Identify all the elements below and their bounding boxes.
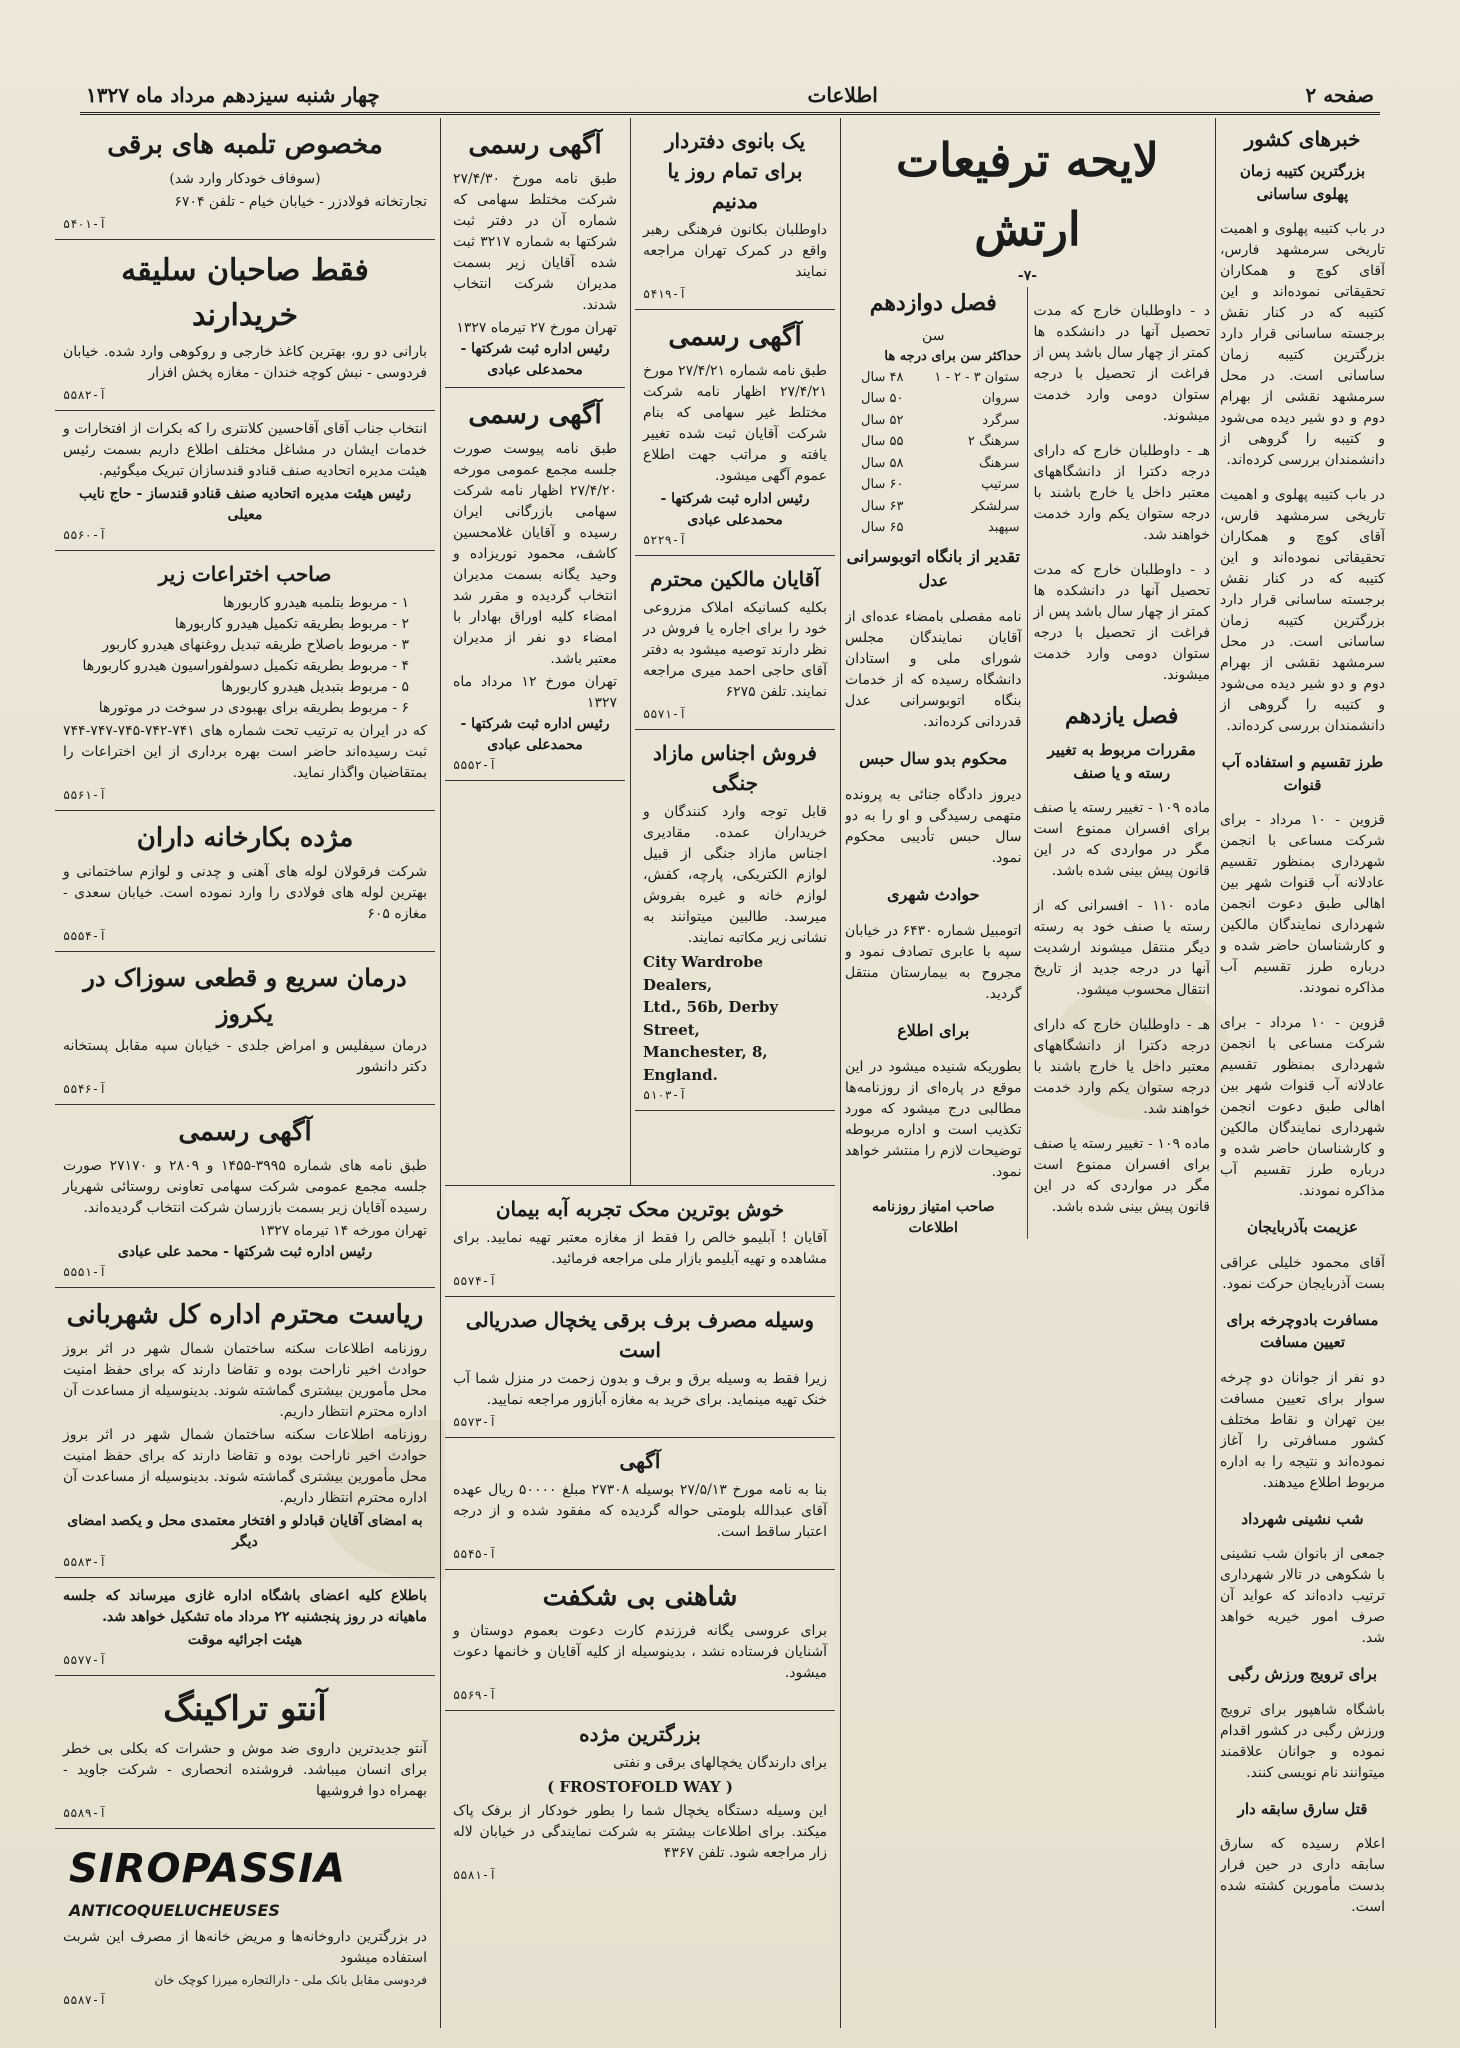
ad-ref: آ-۵۵۸۹ bbox=[63, 1806, 107, 1820]
ranks-heading: حداکثر سن برای درجه ها bbox=[884, 349, 1022, 364]
ad-body: قابل توجه وارد کنندگان و خریداران عمده. مقادیری اجناس مازاد جنگی از قبیل لوازم الکتریکی، پارچه، کفش، لوازم خانه و غیره بفروش میرسد. طالبین میتوانند به نشانی زیر مکاتبه نمایند. bbox=[643, 804, 827, 946]
news-body: آقای محمود خلیلی عراقی بست آذربایجان حرکت نمود. bbox=[1220, 1254, 1385, 1292]
rank-name: سرگرد bbox=[982, 412, 1020, 428]
news-subheading: بزرگترین کتیبه زمان پهلوی ساسانی bbox=[1239, 162, 1366, 203]
ad-ref: آ-۵۵۷۷ bbox=[63, 1653, 107, 1667]
ad-ref: آ-۵۵۵۱ bbox=[63, 1265, 107, 1279]
ad-body: بنا به نامه مورخ ۲۷/۵/۱۳ بوسیله ۲۷۳۰۸ مبلغ ۵۰۰۰۰ ریال عهده آقای عبدالله بلومتی حواله گردیده که مفقود شده و از درجه اعتبار ساقط است. bbox=[453, 1482, 827, 1540]
rank-name: سرهنگ ۲ bbox=[967, 434, 1020, 449]
article-body: دیروز دادگاه جنائی به پرونده متهمی رسیدگی و او را به دو سال حبس تأدیبی محکوم نمود. bbox=[845, 786, 1022, 866]
rank-name: سرتیپ bbox=[981, 477, 1020, 492]
ad-body: که در ایران به ترتیب تحت شماره های ۷۴۱-۷۴۲-۷۴۵-۷۴۷-۷۴۴ ثبت رسیده‌اند حاضر است بهره برداری از این اختراعات را بمتقاضیان واگذار نماید. bbox=[63, 723, 427, 781]
ad-subtitle: برای دارندگان یخچالهای برقی و نفتی bbox=[613, 1755, 827, 1771]
article-part: -۷- bbox=[1017, 268, 1038, 284]
article-title: لایحه ترفیعات ارتش bbox=[896, 133, 1159, 256]
news-body: دو نفر از جوانان دو چرخه سوار برای تعیین مسافت بین تهران و نقاط مختلف کشور مسافرتی را آغاز نموده‌اند و نتیجه را به اداره مربوط اطلاع میدهند. bbox=[1220, 1369, 1385, 1491]
article-body: نامه مفصلی بامضاء عده‌ای از آقایان نمایندگان مجلس شورای ملی و استادان دانشگاه رسیده که از خدمات بنگاه اتوبوسرانی عدل قدردانی کرده‌اند. bbox=[845, 608, 1022, 730]
rank-row bbox=[845, 496, 1022, 518]
page-number: صفحه ۲ bbox=[1305, 83, 1374, 107]
rank-row bbox=[845, 474, 1022, 496]
rank-name: سروان bbox=[981, 391, 1020, 406]
rank-age: ۵۸ سال bbox=[861, 455, 904, 471]
ad-title: آنتو تراکینگ bbox=[163, 1689, 327, 1729]
news-body: اعلام رسیده که سارق سابقه داری در حین فرار بدست مأمورین کشته شده است. bbox=[1220, 1836, 1385, 1915]
ad-block bbox=[55, 240, 435, 411]
ad-date: تهران مورخ ۱۲ مرداد ماه ۱۳۲۷ bbox=[453, 674, 617, 711]
news-body: جمعی از بانوان شب نشینی با شکوهی در تالار شهرداری ترتیب داده‌اند که عواید آن صرف امور خیریه خواهد شد. bbox=[1220, 1546, 1385, 1646]
article-column bbox=[845, 118, 1210, 2028]
rank-age: ۶۳ سال bbox=[861, 498, 904, 514]
ad-address: Ltd., 56b, Derby Street, bbox=[643, 998, 779, 1039]
siropassia-logo: SIROPASSIA bbox=[69, 1846, 347, 1892]
ad-ref: آ-۵۱۰۳ bbox=[643, 1088, 687, 1102]
ad-signature: رئیس هیئت مدیره اتحادیه صنف قنادو قندساز - حاج نایب معیلی bbox=[78, 486, 412, 523]
news-heading: مسافرت بادوچرخه برای تعیین مسافت bbox=[1226, 1310, 1379, 1351]
news-heading: قتل سارق سابقه دار bbox=[1237, 1799, 1368, 1818]
ad-block bbox=[445, 1570, 835, 1711]
article-body: هـ - داوطلبان خارج که دارای درجه دکترا از دانشگاههای معتبر داخل یا خارج باشند با درجه ستوان یکم وارد خدمت خواهند شد. bbox=[1033, 1017, 1210, 1117]
news-heading: عزیمت بآذربایجان bbox=[1247, 1218, 1358, 1236]
article-body: هـ - داوطلبان خارج که دارای درجه دکترا از دانشگاههای معتبر داخل یا خارج باشند با درجه ستوان یکم وارد خدمت خواهند شد. bbox=[1033, 443, 1210, 543]
rank-name: سپهبد bbox=[987, 520, 1020, 535]
ad-body: برای عروسی یگانه فرزندم کارت دعوت بعموم دوستان و آشنایان فرستاده نشد ، بدینوسیله از کلیه آقایان و خانمها دعوت میشود. bbox=[453, 1623, 827, 1681]
chapter-heading: فصل دوازدهم bbox=[869, 290, 997, 316]
column-rule bbox=[1215, 118, 1216, 2028]
ad-block bbox=[445, 1438, 835, 1570]
ad-block bbox=[55, 1105, 435, 1288]
news-heading: شب نشینی شهرداد bbox=[1241, 1509, 1364, 1528]
ad-body: طبق نامه مورخ ۲۷/۴/۳۰ شرکت مختلط سهامی که شماره آن در دفتر ثبت شرکتها به شماره ۳۲۱۷ ثبت شده آقایان زیر بسمت مدیران شرکت انتخاب شدند. bbox=[453, 171, 617, 313]
newspaper-name: اطلاعات bbox=[807, 83, 878, 107]
ad-address: City Wardrobe Dealers, bbox=[643, 953, 764, 994]
ad-body: طبق نامه پیوست صورت جلسه مجمع عمومی مورخه ۲۷/۴/۲۰ اظهار نامه شرکت سهامی بازرگانی ایران رسیده و آقایان غلامحسین کاشف، محمود نوریزاده و وحید یگانه بسمت مدیران انتخاب گردیده و مقرر شد امضاء کلیه اوراق بهادار با امضاء دو نفر از مدیران معتبر باشد. bbox=[453, 441, 617, 667]
rank-name: سرلشکر bbox=[971, 498, 1020, 514]
rank-row bbox=[845, 517, 1022, 539]
classifieds-column bbox=[55, 118, 435, 2028]
ad-ref: آ-۵۵۷۳ bbox=[453, 1415, 497, 1429]
ad-brand: ( FROSTOFOLD WAY ) bbox=[547, 1778, 733, 1796]
rank-row bbox=[845, 410, 1022, 432]
rank-age: ۶۵ سال bbox=[861, 520, 904, 535]
ad-body: شرکت فرقولان لوله های آهنی و چدنی و لوازم ساختمانی و بهترین لوله های فولادی را وارد نموده است. خیابان سعدی - مغازه ۶۰۵ bbox=[63, 864, 427, 922]
news-heading: طرز تقسیم و استفاده آب قنوات bbox=[1221, 753, 1384, 794]
ad-body: درمان سیفلیس و امراض جلدی - خیابان سپه مقابل پستخانه دکتر دانشور bbox=[63, 1038, 427, 1075]
news-heading: برای اطلاع bbox=[897, 1020, 970, 1040]
ad-block bbox=[55, 811, 435, 952]
ad-signature: هیئت اجرائیه موقت bbox=[187, 1632, 303, 1648]
ad-footer: فردوسی مقابل بانک ملی - دارالتجاره میرزا کوچک خان bbox=[154, 1973, 427, 1987]
rank-row bbox=[845, 453, 1022, 475]
ad-ref: آ-۵۵۶۱ bbox=[63, 788, 107, 802]
ad-block bbox=[55, 1578, 435, 1676]
invention-item: ۶ - مربوط بطریقه برای بهبودی در سوخت در موتورها bbox=[98, 700, 409, 716]
ad-title: ریاست محترم اداره کل شهربانی bbox=[66, 1300, 424, 1330]
ad-ref: آ-۵۵۷۱ bbox=[643, 707, 687, 721]
ad-body: انتخاب جناب آقای آقاحسین کلانتری را که بکرات از افتخارات و خدمات ایشان در مشاغل مختلف اطلاع داریم بسمت رئیس هیئت مدیره اتحادیه صنف قنادو قندسازان تبریک میگوئیم. bbox=[63, 421, 427, 479]
rank-age: ۵۲ سال bbox=[861, 412, 904, 428]
news-heading: خبرهای کشور bbox=[1244, 127, 1361, 151]
ad-ref: آ-۵۵۶۹ bbox=[453, 1688, 497, 1702]
notice-signature: صاحب امتیاز روزنامه اطلاعات bbox=[871, 1198, 995, 1236]
ad-body: باطلاع کلیه اعضای باشگاه اداره غازی میرساند که جلسه ماهیانه در روز پنجشنبه ۲۲ مرداد ماه تشکیل خواهد شد. bbox=[63, 1588, 427, 1625]
siropassia-tagline: ANTICOQUELUCHEUSES bbox=[69, 1901, 280, 1920]
ad-ref: آ-۵۵۷۴ bbox=[453, 1274, 497, 1288]
ad-ref: آ-۵۵۴۵ bbox=[453, 1547, 497, 1561]
article-body: ماده ۱۰۹ - تغییر رسته یا صنف برای افسران ممنوع است مگر در مواردی که در این قانون پیش بینی شده باشد. bbox=[1033, 800, 1210, 879]
ad-ref: آ-۵۲۲۹ bbox=[643, 533, 687, 547]
news-body: قزوین - ۱۰ مرداد - برای شرکت مساعی با انجمن شهرداری بمنظور تقسیم عادلانه آب قنوات شهر بین اهالی طبق دعوت انجمن شهرداری نمایندگان مالکین و کارشناسان حاضر شده و درباره طرز تقسیم آب مذاکره نمودند. bbox=[1220, 812, 1385, 996]
ad-title: آقایان مالکین محترم bbox=[650, 567, 820, 591]
column-rule bbox=[440, 118, 441, 2028]
news-column bbox=[1220, 118, 1385, 2028]
article-body: ماده ۱۰۹ - تغییر رسته یا صنف برای افسران ممنوع است مگر در مواردی که در این قانون پیش بینی شده باشد. bbox=[1033, 1136, 1210, 1215]
ad-title: بزرگترین مژده bbox=[579, 1722, 701, 1746]
rank-row bbox=[845, 388, 1022, 410]
ad-block bbox=[635, 730, 835, 1111]
news-heading: حوادث شهری bbox=[887, 884, 980, 904]
rank-age: ۵۰ سال bbox=[861, 391, 904, 406]
ad-block bbox=[55, 551, 435, 811]
ad-title: وسیله مصرف برف برقی یخچال صدریالی است bbox=[465, 1308, 815, 1362]
ad-block bbox=[445, 1297, 835, 1438]
chapter-heading: فصل یازدهم bbox=[1065, 703, 1179, 729]
ad-body: تجارتخانه فولادزر - خیابان خیام - تلفن ۶۷۰۴ bbox=[174, 194, 427, 210]
ad-title: یک بانوی دفتردار برای تمام روز یا مدنیم bbox=[664, 129, 806, 213]
ad-block bbox=[445, 388, 625, 781]
masthead bbox=[80, 78, 1380, 115]
ad-body: در بزرگترین داروخانه‌ها و مریض خانه‌ها از مصرف این شربت استفاده میشود bbox=[63, 1929, 427, 1966]
ad-title: آگهی bbox=[619, 1449, 661, 1473]
ad-ref: آ-۵۴۰۱ bbox=[63, 217, 107, 231]
ad-title: خوش بوترین محک تجربه آبه بیمان bbox=[495, 1197, 785, 1221]
ad-ref: آ-۵۵۴۶ bbox=[63, 1082, 107, 1096]
rank-age: ۵۵ سال bbox=[861, 434, 904, 449]
rank-name: سرهنگ bbox=[979, 455, 1020, 471]
ad-signature: رئیس اداره ثبت شرکتها - محمدعلی عبادی bbox=[460, 716, 610, 753]
ad-title: مژده بکارخانه داران bbox=[136, 823, 354, 853]
ad-title: آگهی رسمی bbox=[178, 1117, 312, 1147]
rank-row bbox=[845, 367, 1022, 389]
article-body: ماده ۱۱۰ - افسرانی که از رسته یا صنف خود به رسته دیگر منتقل میشوند ارشدیت آنها در درجه جدید از تاریخ انتقال محسوب میشود. bbox=[1033, 898, 1210, 998]
ad-signature: رئیس اداره ثبت شرکتها - محمدعلی عبادی bbox=[460, 341, 610, 378]
news-body: باشگاه شاهپور برای ترویج ورزش رگبی در کشور اقدام نموده و جوانان علاقمند میتوانند نام نویسی کنند. bbox=[1220, 1701, 1385, 1781]
news-heading: برای ترویج ورزش رگبی bbox=[1227, 1665, 1378, 1683]
invention-item: ۵ - مربوط بتبدیل هیدرو کاربورها bbox=[221, 679, 409, 695]
ad-block bbox=[445, 1711, 835, 1890]
invention-item: ۱ - مربوط بتلمبه هیدرو کاربورها bbox=[222, 595, 409, 611]
ad-block bbox=[55, 952, 435, 1105]
column-rule bbox=[840, 118, 841, 2028]
ad-title: فروش اجناس مازاد جنگی bbox=[653, 741, 817, 795]
ad-body: آنتو جدیدترین داروی ضد موش و حشرات که بکلی بی خطر برای انسان میباشد. فروشنده انحصاری - شرکت جاوید - بهمراه دوا فروشیها bbox=[63, 1741, 427, 1799]
news-heading: تقدیر از بانگاه اتوبوسرانی عدل bbox=[846, 546, 1020, 590]
news-body: قزوین - ۱۰ مرداد - برای شرکت مساعی با انجمن شهرداری بمنظور تقسیم عادلانه آب قنوات شهر بین اهالی طبق دعوت انجمن شهرداری نمایندگان مالکین و کارشناسان حاضر شده و درباره طرز تقسیم آب مذاکره نمودند. bbox=[1220, 1015, 1385, 1199]
ad-block bbox=[55, 1676, 435, 1829]
ad-date: تهران مورخ ۲۷ تیرماه ۱۳۲۷ bbox=[456, 320, 617, 336]
issue-date: چهار شنبه سیزدهم مرداد ماه ۱۳۲۷ bbox=[86, 83, 380, 107]
ad-title: درمان سریع و قطعی سوزاک در یکروز bbox=[83, 963, 407, 1028]
ad-block bbox=[55, 1288, 435, 1578]
ad-title: مخصوص تلمبه های برقی bbox=[107, 130, 383, 160]
rank-name: ستوان ۳ - ۲ - ۱ bbox=[934, 369, 1020, 385]
ad-ref: آ-۵۴۱۹ bbox=[643, 287, 687, 301]
ad-signature: رئیس اداره ثبت شرکتها - محمدعلی عبادی bbox=[660, 491, 810, 528]
rank-age: ۶۰ سال bbox=[861, 477, 904, 492]
ad-date: تهران مورخه ۱۴ تیرماه ۱۳۲۷ bbox=[259, 1223, 427, 1239]
ad-block bbox=[445, 1186, 835, 1297]
ad-title: صاحب اختراعات زیر bbox=[158, 562, 332, 586]
ad-title: آگهی رسمی bbox=[468, 400, 602, 430]
ad-body: بکلیه کسانیکه املاک مزروعی خود را برای اجاره یا فروش در نظر دارند توصیه میشود به دفتر آقای حاجی احمد میری مراجعه نمایند. تلفن ۶۲۷۵ bbox=[643, 600, 827, 700]
news-body: در باب کتیبه پهلوی و اهمیت تاریخی سرمشهد فارس، آقای کوچ و همکاران تحقیقاتی نموده‌اند و این کتیبه که در کنار نقش برجسته ساسانی قرار دارد بزرگترین کتیبه زمان ساسانی است. در محل سرمشهد نقشی از بهرام دوم و دو شیر دیده می‌شود و کتیبه را گروهی از دانشمندان بررسی کرده‌اند. bbox=[1220, 487, 1385, 734]
ranks-table bbox=[845, 367, 1022, 539]
invention-item: ۳ - مربوط باصلاح طریقه تبدیل روغنهای هیدرو کاربور bbox=[102, 637, 409, 653]
ad-ref: آ-۵۵۸۳ bbox=[63, 1555, 107, 1569]
ad-body: بارانی دو رو، بهترین کاغذ خارجی و روکوهی وارد شده. خیابان فردوسی - نبش کوچه خندان - مغازه پخش افزار bbox=[63, 344, 427, 381]
ad-block bbox=[635, 310, 835, 556]
ad-ref: آ-۵۵۸۱ bbox=[453, 1867, 497, 1882]
ad-title: فقط صاحبان سلیقه خریدارند bbox=[121, 253, 369, 333]
invention-item: ۲ - مربوط بطریقه تکمیل هیدرو کاربورها bbox=[174, 616, 409, 632]
rank-age: ۴۸ سال bbox=[861, 369, 904, 385]
invention-item: ۴ - مربوط بطریقه تکمیل دسولفوراسیون هیدرو کاربورها bbox=[82, 658, 409, 674]
ad-title: آگهی رسمی bbox=[468, 130, 602, 160]
news-body: در باب کتیبه پهلوی و اهمیت تاریخی سرمشهد فارس، آقای کوچ و همکاران تحقیقاتی نموده‌اند و این کتیبه که در کنار نقش برجسته ساسانی قرار دارد بزرگترین کتیبه زمان ساسانی است. در محل سرمشهد نقشی از بهرام دوم و دو شیر دیده می‌شود و کتیبه را گروهی از دانشمندان بررسی کرده‌اند. bbox=[1220, 221, 1385, 468]
ad-ref: آ-۵۵۶۰ bbox=[63, 528, 107, 542]
ad-block bbox=[445, 118, 625, 388]
inventions-list bbox=[63, 593, 427, 719]
ad-body: طبق نامه شماره ۲۷/۴/۲۱ مورخ ۲۷/۴/۲۱ اظهار نامه شرکت مختلط غیر سهامی که بنام شرکت آقایان ثبت شده تغییر یافته و مراتب جهت اطلاع عموم آگهی میشود. bbox=[643, 363, 827, 484]
rank-row bbox=[845, 431, 1022, 453]
age-label: سن bbox=[922, 328, 945, 344]
ad-block bbox=[55, 1829, 435, 2015]
ad-subtitle: (سوفاف خودکار وارد شد) bbox=[169, 171, 321, 187]
ad-body: آقایان ! آبلیمو خالص را فقط از مغازه معتبر تهیه نمایید. برای مشاهده و تهیه آبلیمو بازار ملی مراجعه فرمائید. bbox=[453, 1230, 827, 1267]
ad-block bbox=[55, 411, 435, 551]
news-heading: محکوم بدو سال حبس bbox=[859, 748, 1008, 768]
ad-block bbox=[635, 118, 835, 310]
ad-title: شاهنی بی شکفت bbox=[542, 1582, 738, 1612]
article-body: اتومبیل شماره ۶۴۳۰ در خیابان سپه با عابری تصادف نمود و مجروح به بیمارستان منتقل گردید. bbox=[845, 922, 1022, 1002]
article-body: د - داوطلبان خارج که مدت تحصیل آنها در دانشکده ها کمتر از چهار سال باشد پس از فراغت از تحصیل با درجه ستوان دومی وارد خدمت میشوند. bbox=[1033, 303, 1210, 424]
ad-signature: به امضای آقایان قبادلو و افتخار معتمدی محل و یکصد امضای دیگر bbox=[67, 1513, 423, 1550]
ad-ref: آ-۵۵۸۲ bbox=[63, 388, 107, 402]
ad-body: این وسیله دستگاه یخچال شما را بطور خودکار از برفک پاک میکند. برای اطلاعات بیشتر به شرکت نمایندگی در خیابان لاله زار مراجعه شود. تلفن ۴۳۶۷ bbox=[453, 1802, 827, 1861]
ad-body: داوطلبان بکانون فرهنگی رهبر واقع در کمرک تهران مراجعه نمایند bbox=[643, 222, 827, 280]
wide-ads bbox=[445, 1185, 835, 2028]
article-body: د - داوطلبان خارج که مدت تحصیل آنها در دانشکده ها کمتر از چهار سال باشد پس از فراغت از تحصیل با درجه ستوان دومی وارد خدمت میشوند. bbox=[1033, 562, 1210, 683]
ad-body: طبق نامه های شماره ۳۹۹۵-۱۴۵۵ و ۲۸۰۹ و ۲۷۱۷۰ صورت جلسه مجمع عمومی شرکت سهامی تعاونی روستائی شهریار رسیده آقایان زیر بسمت بازرسان شرکت انتخاب گردیده‌اند. bbox=[63, 1158, 427, 1216]
ad-body: روزنامه اطلاعات سکنه ساختمان شمال شهر در اثر بروز حوادث اخیر ناراحت بوده و تقاضا دارند که برای حفظ امنیت محل مأمورین بیشتری گماشته شوند. بدینوسیله از مساعدت آن اداره محترم انتظار داریم. bbox=[63, 1427, 427, 1506]
ad-ref: آ-۵۵۵۴ bbox=[63, 929, 107, 943]
ad-body: روزنامه اطلاعات سکنه ساختمان شمال شهر در اثر بروز حوادث اخیر ناراحت بوده و تقاضا دارند که برای حفظ امنیت محل مأمورین بیشتری گماشته شوند. بدینوسیله از مساعدت آن اداره محترم انتظار داریم. bbox=[63, 1341, 427, 1420]
ad-title: آگهی رسمی bbox=[668, 322, 802, 352]
ad-signature: رئیس اداره ثبت شرکتها - محمد علی عبادی bbox=[117, 1244, 373, 1260]
ad-ref: آ-۵۵۵۲ bbox=[453, 758, 497, 772]
ad-block bbox=[635, 556, 835, 730]
ad-address: Manchester, 8, England. bbox=[643, 1043, 768, 1084]
chapter-subheading: مقررات مربوط به تغییر رسته و یا صنف bbox=[1047, 741, 1196, 782]
ad-ref: آ-۵۵۸۷ bbox=[63, 1993, 107, 2007]
ad-block bbox=[55, 118, 435, 240]
ad-body: زیرا فقط به وسیله برق و برف و بدون زحمت در منزل شما آب خنک تهیه مینماید. برای خرید به مغازه آبازور مراجعه نمایید. bbox=[453, 1371, 827, 1408]
article-body: بطوریکه شنیده میشود در این موقع در پاره‌ای از روزنامه‌ها مطالبی درج میشود که مورد تکذیب است و اداره مربوطه توضیحات لازم را منتشر خواهد نمود. bbox=[845, 1058, 1022, 1180]
